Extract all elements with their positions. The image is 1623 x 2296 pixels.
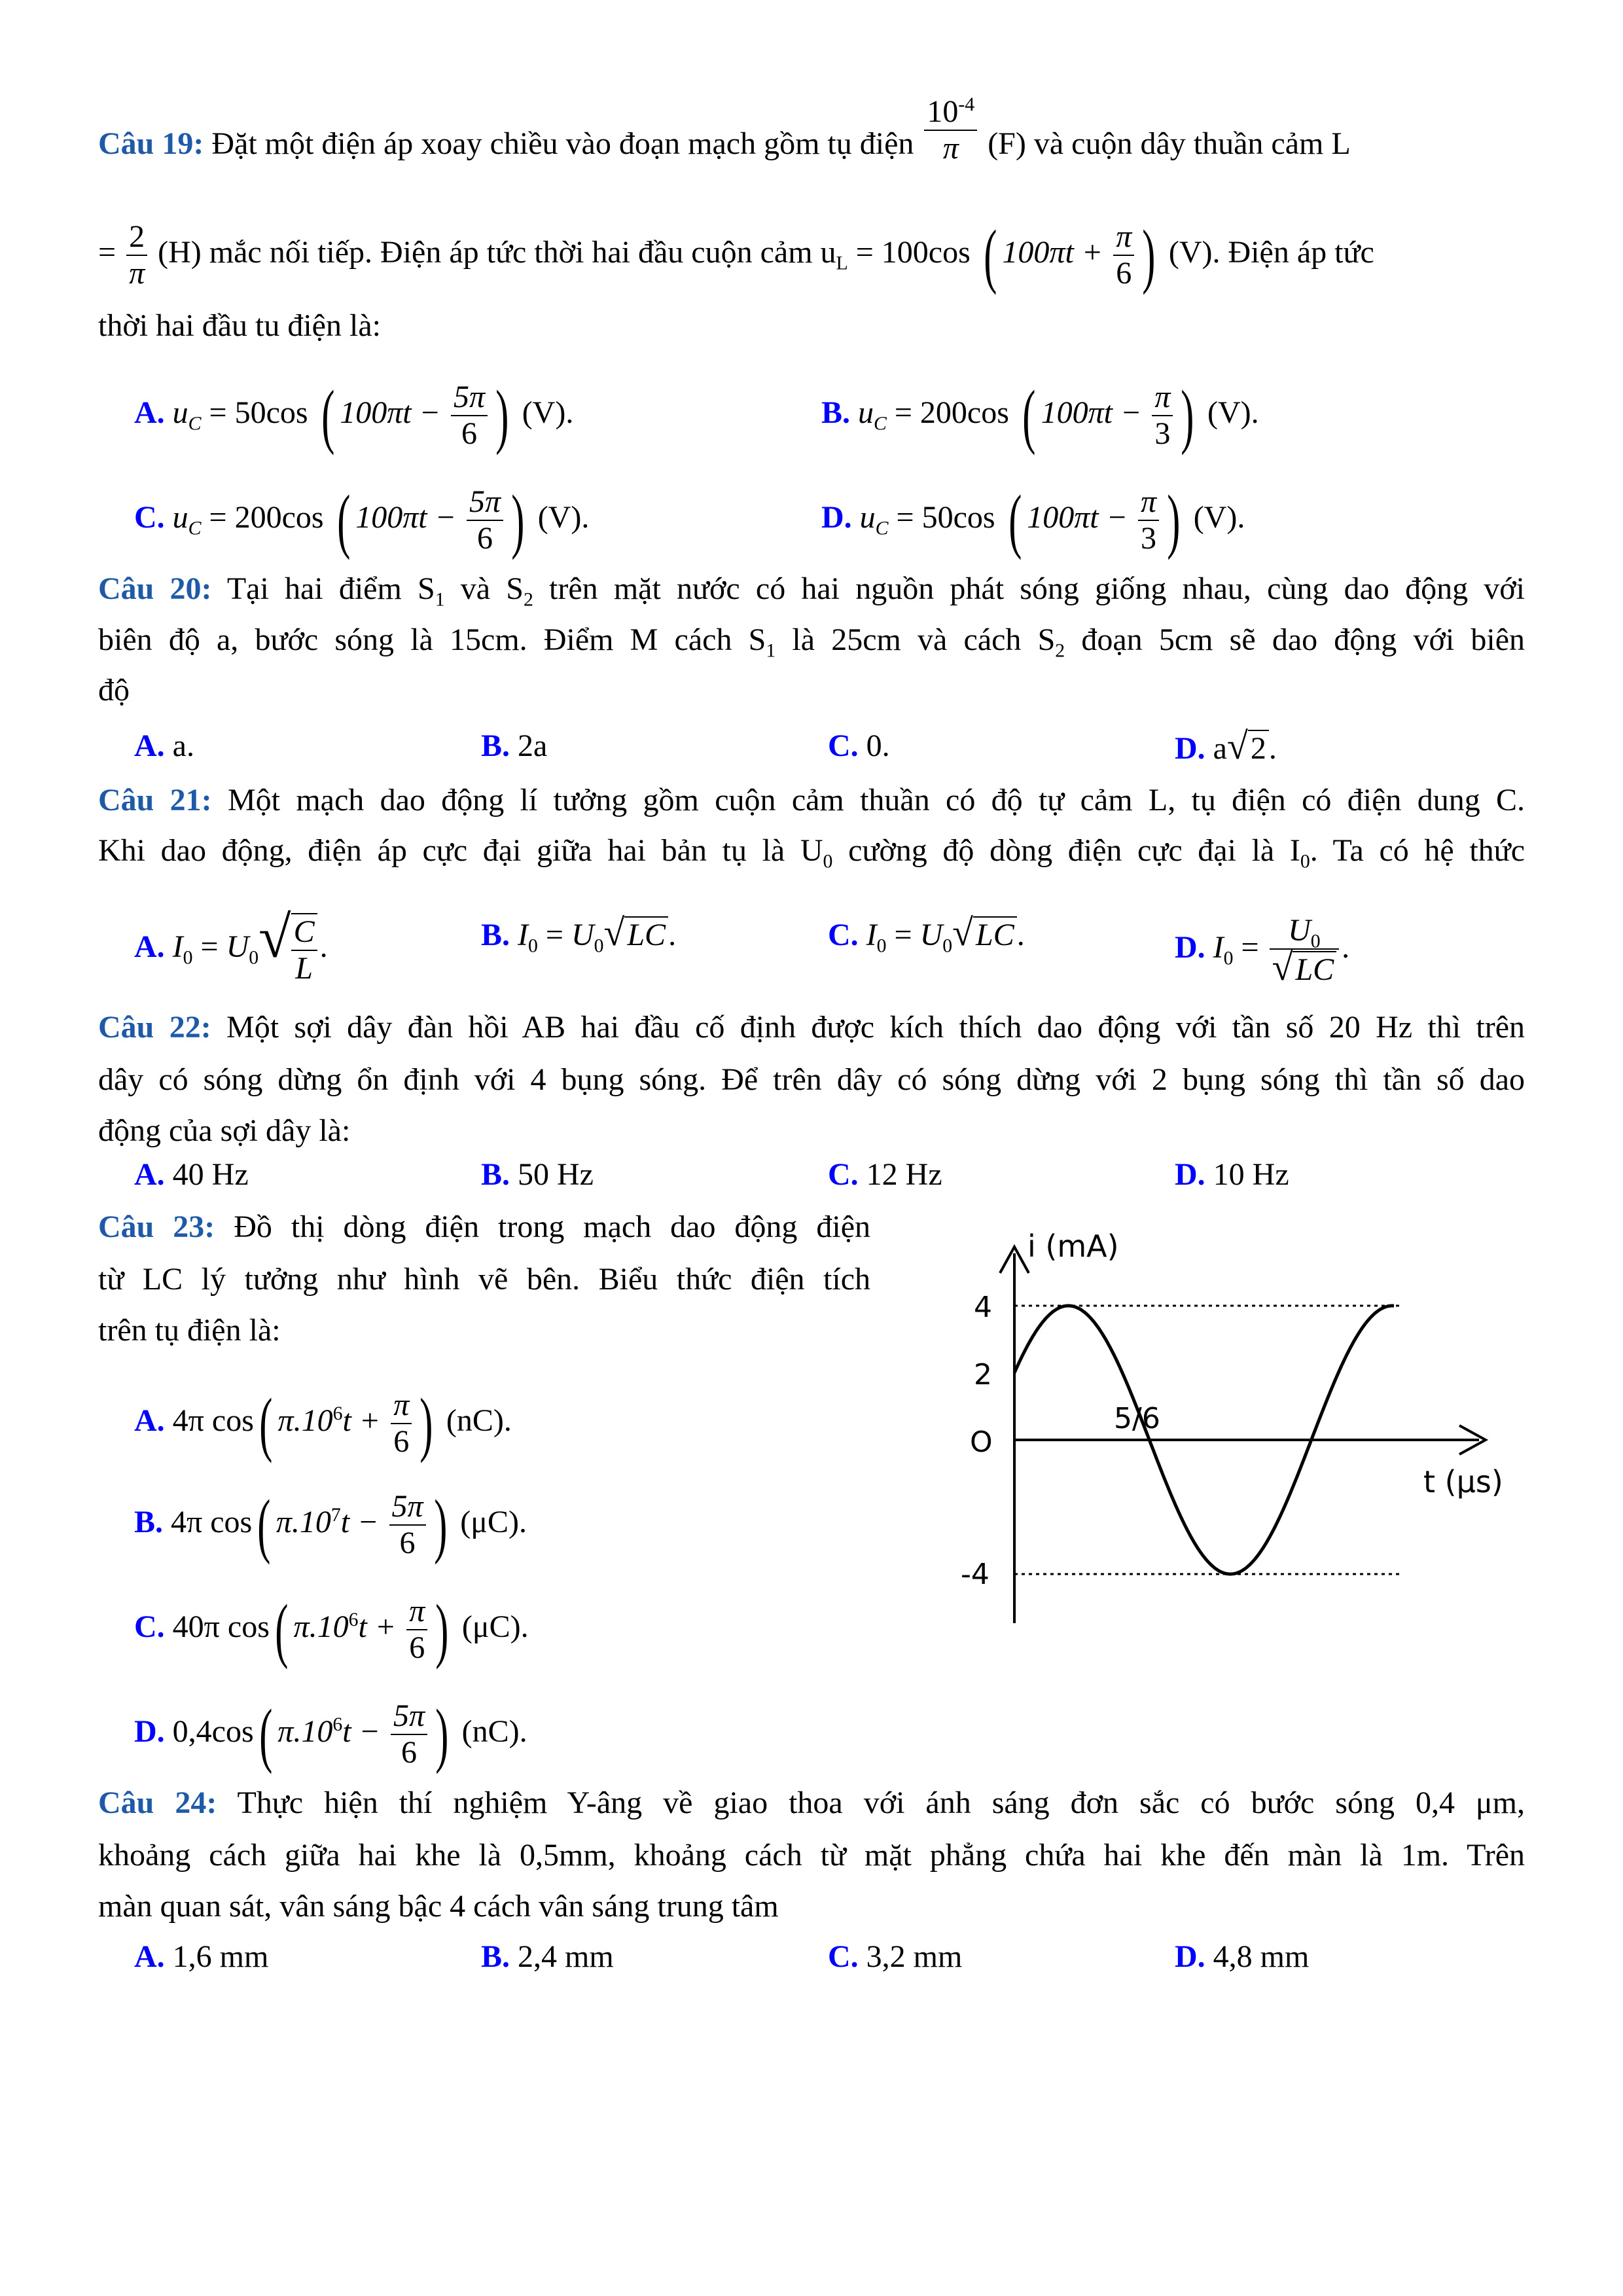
q19-d-fraction <box>1138 484 1159 556</box>
q20-option-b[interactable] <box>481 726 547 766</box>
q21-a-i: I <box>172 929 183 965</box>
q24-label: Câu 24: <box>98 1785 217 1820</box>
q23-d-t: t − <box>342 1714 380 1749</box>
q19-text-1-tail: (F) và cuộn dây thuần cảm L <box>988 126 1351 161</box>
q20-sub-3: 1 <box>766 639 776 662</box>
q21-b-u-sub: 0 <box>594 935 604 957</box>
q20-d-tail: . <box>1268 731 1277 766</box>
q24-option-a[interactable] <box>134 1937 268 1977</box>
q23-a-coef: 4π cos <box>172 1403 254 1439</box>
graph-y-label: i (mA) <box>1027 1229 1119 1264</box>
q21-line-2 <box>98 831 1525 870</box>
q19-line-2: = $\frac{2}{\pi}$ (H) mắc nối tiếp. Điện áp tức thời hai đầu cuộn cảm $u_L = 100\cos$ ( 100πt + $\frac{\pi}{6}$ ) (V). Điện áp tức <box>98 215 1374 295</box>
q24-a-text: 1,6 mm <box>172 1939 269 1974</box>
q21-d-i: I <box>1213 930 1224 965</box>
q23-option-a[interactable]: A. 4π cos( $\pi.10^6t$ + $\frac{\pi}{6}$ ) (nC). <box>134 1384 512 1463</box>
q19-cap-num: 10 <box>927 94 959 129</box>
q20-a-text: a. <box>172 728 194 763</box>
q19-c-u: u <box>172 500 188 535</box>
q21-d-u: U <box>1288 913 1311 948</box>
q20-text-1a: Tại hai điểm S <box>226 571 435 606</box>
q19-label: Câu 19: <box>98 126 204 161</box>
q23-option-b[interactable]: B. 4π cos( $\pi.10^7t$ − $\frac{5\pi}{6}$ ) (μC). <box>134 1485 527 1565</box>
q19-d-sub: C <box>875 517 889 539</box>
q19-d-expr: = 50cos <box>896 500 995 535</box>
q22-d-label: D. <box>1175 1157 1205 1192</box>
q21-a-dot: . <box>319 929 328 965</box>
q19-b-unit: (V). <box>1207 395 1259 431</box>
q20-line-2 <box>98 620 1525 660</box>
q23-d-den: 6 <box>401 1735 417 1770</box>
q21-option-b[interactable]: B. $I_0 = U_0√LC$. <box>481 911 677 957</box>
q23-option-d[interactable]: D. 0,4cos( $\pi.10^6t$ − $\frac{5\pi}{6}$ ) (nC). <box>134 1695 527 1774</box>
q20-d-label: D. <box>1175 731 1205 766</box>
q21-c-radicand: LC <box>973 916 1017 953</box>
q23-line-3: trên tụ điện là: <box>98 1313 281 1348</box>
q21-option-c[interactable]: C. $I_0 = U_0√LC$. <box>828 911 1025 957</box>
q19-cap-den: π <box>942 130 959 166</box>
q23-a-label: A. <box>134 1403 165 1439</box>
q19-phase-den: 6 <box>1116 256 1132 291</box>
graph-x-label: t (μs) <box>1423 1464 1503 1499</box>
q19-cap-exp: -4 <box>958 93 975 115</box>
q22-line-3: động của sợi dây là: <box>98 1113 351 1148</box>
q19-option-c[interactable]: C. $u_C = 200\cos$ ( 100πt − $\frac{5\pi}{6}$ ) (V). <box>134 480 590 560</box>
q23-d-coef: 0,4cos <box>172 1714 254 1749</box>
q21-b-eq: = <box>545 918 563 952</box>
graph-tick-minus-4: -4 <box>961 1558 990 1591</box>
q19-text-2b: = 100cos <box>855 235 971 270</box>
graph-tick-2: 2 <box>974 1358 992 1391</box>
q19-d-arg: 100πt − <box>1027 500 1128 535</box>
q19-d-den: 3 <box>1141 521 1157 556</box>
q21-c-u: U <box>919 918 943 952</box>
q23-b-label: B. <box>134 1505 164 1540</box>
q19-c-den: 6 <box>477 521 493 556</box>
q23-c-arg: π.10 <box>293 1609 349 1645</box>
q21-c-i-sub: 0 <box>876 935 887 957</box>
q23-a-t: t + <box>342 1403 381 1439</box>
q23-c-den: 6 <box>409 1630 425 1665</box>
q21-d-fraction: $\frac{U_0}{√LC}$ <box>1270 913 1340 988</box>
q23-d-unit: (nC). <box>461 1714 527 1749</box>
q21-c-label: C. <box>828 918 859 952</box>
q23-b-den: 6 <box>399 1526 416 1560</box>
q23-a-unit: (nC). <box>446 1403 512 1439</box>
q21-d-label: D. <box>1175 930 1205 965</box>
q23-b-coef: 4π cos <box>171 1505 253 1540</box>
q20-text-1b: và S <box>460 571 524 606</box>
q21-b-dot: . <box>668 918 677 952</box>
q19-sub-l: L <box>836 252 848 274</box>
q20-sub-2: 2 <box>523 588 533 611</box>
q19-option-b[interactable]: B. $u_C = 200\cos$ ( 100πt − $\frac{\pi}{3}$ ) (V). <box>821 376 1259 456</box>
q23-c-fraction <box>406 1594 427 1666</box>
q21-text-2c: . Ta có hệ thức <box>1310 833 1525 868</box>
graph-tick-4: 4 <box>974 1291 992 1324</box>
q23-line-1 <box>98 1208 870 1247</box>
q19-b-label: B. <box>821 395 851 431</box>
q19-c-arg: 100πt − <box>355 500 456 535</box>
q24-option-d[interactable] <box>1175 1937 1309 1977</box>
q19-text-2a: (H) mắc nối tiếp. Điện áp tức thời hai đầu cuộn cảm u <box>158 235 836 270</box>
q22-option-c[interactable] <box>828 1155 942 1194</box>
q21-c-dot: . <box>1016 918 1025 952</box>
q23-b-num: 5π <box>389 1489 426 1526</box>
q22-text-1: Một sợi dây đàn hồi AB hai đầu cố định được kích thích dao động với tần số 20 Hz thì trên <box>226 1010 1525 1045</box>
q21-sub-u0: 0 <box>823 850 833 872</box>
q22-label: Câu 22: <box>98 1010 211 1045</box>
q19-arg: 100πt + <box>1002 235 1103 270</box>
q20-a-label: A. <box>134 728 165 763</box>
q23-d-num: 5π <box>391 1698 427 1735</box>
q22-a-label: A. <box>134 1157 165 1192</box>
q24-line-3: màn quan sát, vân sáng bậc 4 cách vân sáng trung tâm <box>98 1889 779 1924</box>
q20-option-a[interactable] <box>134 726 194 766</box>
q24-d-text: 4,8 mm <box>1213 1939 1310 1974</box>
q20-d-text: a <box>1213 731 1227 766</box>
q19-b-u: u <box>858 395 874 431</box>
q19-b-sub: C <box>874 412 887 435</box>
q22-option-d[interactable] <box>1175 1155 1289 1194</box>
q24-d-label: D. <box>1175 1939 1205 1974</box>
q19-c-expr: = 200cos <box>209 500 324 535</box>
q19-a-u: u <box>172 395 188 431</box>
q21-text-1: Một mạch dao động lí tưởng gồm cuộn cảm thuần có độ tự cảm L, tụ điện có điện dung C. <box>228 783 1525 817</box>
q19-c-unit: (V). <box>537 500 590 535</box>
q19-d-label: D. <box>821 500 852 535</box>
q19-option-a[interactable]: A. $u_C = 50\cos$ ( 100πt − $\frac{5\pi}{6}$ ) (V). <box>134 376 574 456</box>
q24-text-1: Thực hiện thí nghiệm Y-âng về giao thoa với ánh sáng đơn sắc có bước sóng 0,4 μm, <box>237 1785 1525 1820</box>
q19-phase-num: π <box>1113 219 1134 256</box>
q21-a-num: C <box>291 914 317 951</box>
q24-line-1 <box>98 1784 1525 1823</box>
q19-capacitance-fraction <box>924 94 977 166</box>
q23-b-exp: 7 <box>330 1504 341 1526</box>
q21-a-u: U <box>226 929 249 965</box>
q23-a-arg: π.10 <box>277 1403 333 1439</box>
q23-c-exp: 6 <box>348 1609 359 1631</box>
q21-sub-i0: 0 <box>1300 850 1310 872</box>
q21-a-i-sub: 0 <box>183 946 193 969</box>
q19-a-arg: 100πt − <box>340 395 440 431</box>
q22-a-text: 40 Hz <box>172 1157 249 1192</box>
q22-c-label: C. <box>828 1157 859 1192</box>
q22-line-2: dây có sóng dừng ổn định với 4 bụng sóng. Để trên dây có sóng dừng với 2 bụng sóng thì tần số dao <box>98 1062 1525 1097</box>
q23-a-num: π <box>391 1388 412 1424</box>
q23-c-label: C. <box>134 1609 165 1645</box>
q21-a-eq: = <box>200 929 219 965</box>
q24-option-b[interactable] <box>481 1937 614 1977</box>
q21-option-d[interactable] <box>1175 913 1349 988</box>
q21-b-label: B. <box>481 918 510 952</box>
q21-label: Câu 21: <box>98 783 212 817</box>
q23-text-1: Đồ thị dòng điện trong mạch dao động điện <box>234 1210 871 1244</box>
q19-a-expr: = 50cos <box>209 395 308 431</box>
q23-b-unit: (μC). <box>460 1505 527 1540</box>
q19-c-fraction <box>467 484 503 556</box>
q19-inductance-fraction <box>126 219 147 291</box>
q21-b-u: U <box>571 918 594 952</box>
q21-d-i-sub: 0 <box>1223 947 1234 969</box>
q19-d-unit: (V). <box>1193 500 1245 535</box>
q19-b-den: 3 <box>1154 416 1171 451</box>
q22-option-b[interactable] <box>481 1155 594 1194</box>
q21-text-2a: Khi dao động, điện áp cực đại giữa hai bản tụ là U <box>98 833 823 868</box>
q20-text-2a: biên độ a, bước sóng là 15cm. Điểm M cách S <box>98 622 766 657</box>
q23-c-num: π <box>406 1594 427 1630</box>
q21-d-u-sub: 0 <box>1310 930 1321 952</box>
q24-b-label: B. <box>481 1939 510 1974</box>
graph-tick-x: 5/6 <box>1114 1402 1160 1435</box>
q19-option-d[interactable]: D. $u_C = 50\cos$ ( 100πt − $\frac{\pi}{3}$ ) (V). <box>821 480 1245 560</box>
q20-b-text: 2a <box>518 728 548 763</box>
q21-d-radicand: LC <box>1293 951 1336 988</box>
q23-b-arg: π.10 <box>276 1505 331 1540</box>
q23-a-exp: 6 <box>332 1403 343 1425</box>
q20-text-2c: đoạn 5cm sẽ dao động với biên <box>1081 622 1525 657</box>
q19-a-den: 6 <box>461 416 478 451</box>
q23-label: Câu 23: <box>98 1210 215 1244</box>
q20-c-text: 0. <box>866 728 890 763</box>
q23-c-coef: 40π cos <box>172 1609 270 1645</box>
q24-a-label: A. <box>134 1939 165 1974</box>
q22-line-1 <box>98 1008 1525 1047</box>
q23-a-den: 6 <box>393 1424 410 1459</box>
q23-d-label: D. <box>134 1714 165 1749</box>
q20-label: Câu 20: <box>98 571 212 606</box>
q21-b-radicand: LC <box>624 916 668 953</box>
q19-b-arg: 100πt − <box>1041 395 1142 431</box>
q23-c-unit: (μC). <box>461 1609 529 1645</box>
q20-sub-4: 2 <box>1055 639 1065 662</box>
q24-c-label: C. <box>828 1939 859 1974</box>
q19-b-num: π <box>1152 380 1173 416</box>
q20-c-label: C. <box>828 728 859 763</box>
q21-c-eq: = <box>894 918 912 952</box>
q23-option-c[interactable]: C. 40π cos( $\pi.10^6t$ + $\frac{\pi}{6}$ ) (μC). <box>134 1590 529 1670</box>
q20-option-d[interactable]: D. a√2. <box>1175 725 1277 767</box>
q19-a-num: 5π <box>451 380 488 416</box>
q19-d-u: u <box>859 500 876 535</box>
q19-text-2-tail: (V). Điện áp tức <box>1168 235 1374 270</box>
q22-b-text: 50 Hz <box>518 1157 594 1192</box>
q21-a-fraction <box>291 913 317 986</box>
q22-option-a[interactable] <box>134 1155 249 1194</box>
q19-phase-fraction <box>1113 219 1134 291</box>
q20-b-label: B. <box>481 728 510 763</box>
q21-a-label: A. <box>134 929 165 965</box>
q23-a-fraction <box>391 1388 412 1460</box>
q23-b-fraction <box>389 1489 426 1561</box>
q24-b-text: 2,4 mm <box>518 1939 614 1974</box>
q23-d-arg: π.10 <box>277 1714 333 1749</box>
q21-b-i: I <box>518 918 528 952</box>
q23-d-fraction <box>391 1698 427 1770</box>
q20-line-3: độ <box>98 673 130 708</box>
q23-line-2: từ LC lý tưởng như hình vẽ bên. Biểu thức điện tích <box>98 1262 870 1297</box>
q22-d-text: 10 Hz <box>1213 1157 1289 1192</box>
q20-option-c[interactable] <box>828 726 890 766</box>
q19-a-label: A. <box>134 395 165 431</box>
q24-line-2: khoảng cách giữa hai khe là 0,5mm, khoảng cách từ mặt phẳng chứa hai khe đến màn là 1m. Trên <box>98 1838 1525 1873</box>
q19-a-fraction <box>451 380 488 452</box>
q24-c-text: 3,2 mm <box>866 1939 963 1974</box>
q21-line-1 <box>98 781 1525 820</box>
q21-text-2b: cường độ dòng điện cực đại là I <box>848 833 1300 868</box>
q21-d-dot: . <box>1342 930 1350 965</box>
q19-b-expr: = 200cos <box>894 395 1009 431</box>
q19-text-1: Đặt một điện áp xoay chiều vào đoạn mạch gồm tụ điện <box>211 126 914 161</box>
q19-c-num: 5π <box>467 484 503 521</box>
q19-line-1 <box>98 93 1351 166</box>
q19-b-fraction <box>1152 380 1173 452</box>
q21-option-a[interactable]: A. $I_0 = U_0√$ $\frac{C}{L}$ . <box>134 905 328 986</box>
q20-text-2b: là 25cm và cách S <box>792 622 1056 657</box>
q23-b-t: t − <box>340 1505 379 1540</box>
q22-c-text: 12 Hz <box>866 1157 942 1192</box>
q23-current-graph <box>942 1217 1531 1649</box>
q21-a-u-sub: 0 <box>249 946 259 969</box>
q20-d-radicand: 2 <box>1248 730 1269 766</box>
q19-line-3: thời hai đầu tu điện là: <box>98 308 381 343</box>
q19-c-label: C. <box>134 500 165 535</box>
q23-d-exp: 6 <box>332 1713 343 1736</box>
q20-sub-1: 1 <box>435 588 445 611</box>
q24-option-c[interactable] <box>828 1937 962 1977</box>
q21-a-den: L <box>295 951 313 986</box>
graph-tick-0: O <box>970 1426 993 1459</box>
q19-l-den: π <box>129 256 145 291</box>
q21-c-u-sub: 0 <box>942 935 953 957</box>
q21-d-eq: = <box>1241 930 1259 965</box>
q19-l-num: 2 <box>126 219 147 256</box>
q19-d-num: π <box>1138 484 1159 521</box>
q20-line-1 <box>98 569 1525 609</box>
q21-b-i-sub: 0 <box>528 935 538 957</box>
q20-text-1c: trên mặt nước có hai nguồn phát sóng giống nhau, cùng dao động với <box>549 571 1525 606</box>
q19-l-eq: = <box>98 235 116 270</box>
q19-c-sub: C <box>188 517 202 539</box>
q22-b-label: B. <box>481 1157 510 1192</box>
q19-a-unit: (V). <box>522 395 574 431</box>
q19-a-sub: C <box>188 412 202 435</box>
q21-c-i: I <box>866 918 877 952</box>
q23-c-t: t + <box>358 1609 397 1645</box>
